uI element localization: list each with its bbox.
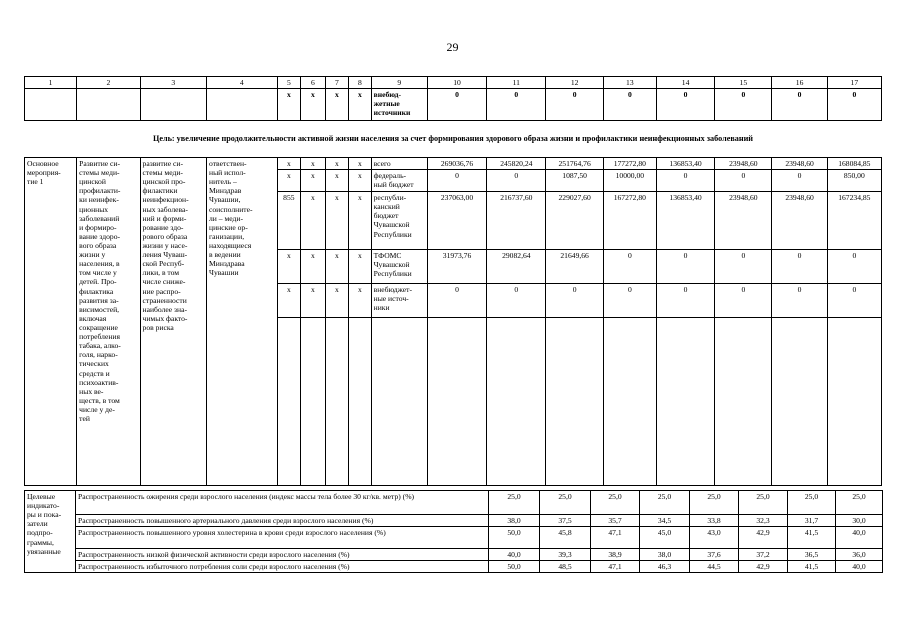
value-cell: 35,7	[591, 515, 640, 527]
indicator-name: Распространенность повышенного уровня холестерина в крови среди взрослого населения (%)	[76, 527, 489, 549]
column-number: 17	[827, 77, 881, 89]
column-number: 5	[277, 77, 301, 89]
value-cell: 42,9	[739, 527, 788, 549]
value-cell: 38,9	[591, 549, 640, 561]
value-cell: 269036,76	[427, 158, 486, 170]
code-cell: х	[301, 170, 326, 192]
indicators-label: Целевые индикато- ры и пока- затели подпро- граммы, увязанные	[25, 491, 76, 573]
value-cell: 0	[546, 284, 603, 318]
code-cell: х	[277, 284, 301, 318]
value-cell: 42,9	[739, 561, 788, 573]
value-cell: 39,3	[540, 549, 591, 561]
value-cell: 0	[656, 284, 714, 318]
code-cell: х	[277, 158, 301, 170]
empty-cell	[546, 318, 603, 486]
code-cell: х	[349, 158, 371, 170]
column-number: 9	[371, 77, 427, 89]
column-number: 4	[207, 77, 278, 89]
value-cell: 229027,60	[546, 192, 603, 250]
value-cell: 0	[827, 89, 881, 121]
value-cell: 0	[487, 170, 546, 192]
value-cell: 136853,40	[656, 158, 714, 170]
value-cell: 0	[603, 89, 656, 121]
column-number: 10	[427, 77, 486, 89]
column-number: 13	[603, 77, 656, 89]
column-number-row	[25, 77, 882, 89]
value-cell: 0	[827, 284, 881, 318]
funding-source: федераль- ный бюджет	[371, 170, 427, 192]
value-cell: 0	[772, 170, 827, 192]
code-cell: х	[277, 170, 301, 192]
value-cell: 177272,80	[603, 158, 656, 170]
column-number: 2	[77, 77, 140, 89]
value-cell: 0	[656, 250, 714, 284]
column-number: 11	[487, 77, 546, 89]
empty-cell	[349, 318, 371, 486]
value-cell: 25,0	[540, 491, 591, 515]
indicator-row	[25, 491, 883, 515]
value-cell: 0	[427, 89, 486, 121]
value-cell: 0	[656, 89, 714, 121]
value-cell: 31,7	[788, 515, 836, 527]
empty-cell	[603, 318, 656, 486]
empty-cell	[77, 89, 140, 121]
value-cell: 47,1	[591, 561, 640, 573]
value-cell: 0	[546, 89, 603, 121]
value-cell: 38,0	[640, 549, 690, 561]
value-cell: 245820,24	[487, 158, 546, 170]
code-cell: х	[325, 250, 349, 284]
value-cell: 25,0	[591, 491, 640, 515]
value-cell: 167272,80	[603, 192, 656, 250]
code-cell: 855	[277, 192, 301, 250]
empty-cell	[325, 318, 349, 486]
value-cell: 38,0	[489, 515, 540, 527]
value-cell: 0	[427, 284, 486, 318]
value-cell: 237063,00	[427, 192, 486, 250]
indicator-row	[25, 561, 883, 573]
value-cell: 36,5	[788, 549, 836, 561]
value-cell: 34,5	[640, 515, 690, 527]
value-cell: 40,0	[836, 561, 883, 573]
value-cell: 216737,60	[487, 192, 546, 250]
value-cell: 0	[715, 89, 772, 121]
table-row	[25, 158, 882, 170]
value-cell: 25,0	[739, 491, 788, 515]
value-cell: 40,0	[836, 527, 883, 549]
x-cell: х	[301, 89, 326, 121]
funding-source: республи- канский бюджет Чувашской Республики	[371, 192, 427, 250]
empty-cell	[25, 89, 77, 121]
column-number: 8	[349, 77, 371, 89]
value-cell: 30,0	[836, 515, 883, 527]
value-cell: 168084,85	[827, 158, 881, 170]
indicators-table	[24, 490, 883, 573]
code-cell: х	[325, 284, 349, 318]
code-cell: х	[277, 250, 301, 284]
value-cell: 37,6	[690, 549, 739, 561]
header-table	[24, 76, 882, 121]
value-cell: 48,5	[540, 561, 591, 573]
indicator-row	[25, 515, 883, 527]
funding-source: ТФОМС Чувашской Республики	[371, 250, 427, 284]
value-cell: 251764,76	[546, 158, 603, 170]
empty-cell	[427, 318, 486, 486]
value-cell: 23948,60	[715, 192, 772, 250]
empty-cell	[207, 89, 278, 121]
offbudget-row	[25, 89, 882, 121]
empty-cell	[371, 318, 427, 486]
responsible-executor: ответствен- ный испол- нитель – Минздрав Чувашии, соисполните- ли – меди- цинские ор- ганизации, находящиеся в ведении Минздрава Чувашии	[207, 158, 278, 486]
empty-cell	[277, 318, 301, 486]
code-cell: х	[325, 192, 349, 250]
empty-cell	[715, 318, 772, 486]
value-cell: 44,5	[690, 561, 739, 573]
indicator-name: Распространенность ожирения среди взрослого населения (индекс массы тела более 30 кг/кв. метр) (%)	[76, 491, 489, 515]
value-cell: 0	[715, 170, 772, 192]
value-cell: 25,0	[690, 491, 739, 515]
value-cell: 0	[715, 250, 772, 284]
value-cell: 37,2	[739, 549, 788, 561]
column-number: 1	[25, 77, 77, 89]
x-cell: х	[325, 89, 349, 121]
empty-cell	[772, 318, 827, 486]
funding-source: внебюд- жетные источники	[371, 89, 427, 121]
value-cell: 0	[827, 250, 881, 284]
value-cell: 10000,00	[603, 170, 656, 192]
value-cell: 33,8	[690, 515, 739, 527]
code-cell: х	[349, 250, 371, 284]
value-cell: 0	[487, 284, 546, 318]
value-cell: 25,0	[489, 491, 540, 515]
value-cell: 47,1	[591, 527, 640, 549]
value-cell: 167234,85	[827, 192, 881, 250]
value-cell: 25,0	[788, 491, 836, 515]
code-cell: х	[349, 192, 371, 250]
column-number: 6	[301, 77, 326, 89]
column-number: 7	[325, 77, 349, 89]
value-cell: 25,0	[836, 491, 883, 515]
value-cell: 0	[427, 170, 486, 192]
code-cell: х	[325, 158, 349, 170]
value-cell: 23948,60	[715, 158, 772, 170]
indicator-row	[25, 527, 883, 549]
empty-cell	[301, 318, 326, 486]
value-cell: 0	[772, 284, 827, 318]
value-cell: 45,0	[640, 527, 690, 549]
value-cell: 41,5	[788, 561, 836, 573]
code-cell: х	[301, 192, 326, 250]
value-cell: 43,0	[690, 527, 739, 549]
x-cell: х	[349, 89, 371, 121]
value-cell: 50,0	[489, 527, 540, 549]
indicator-row	[25, 549, 883, 561]
code-cell: х	[349, 284, 371, 318]
value-cell: 36,0	[836, 549, 883, 561]
value-cell: 29082,64	[487, 250, 546, 284]
value-cell: 31973,76	[427, 250, 486, 284]
activity-name: Развитие си- стемы меди- цинской профилакти- ки неинфек- ционных заболеваний и формиро- вание здоро- вого образа жизни у населения, в том числе у детей. Про- филактика развития за- висимостей, включая сокращение потребления табака, алко- голя, нарко- тических средств и психоактив- ных ве- ществ, в том числе у де- тей	[77, 158, 140, 486]
value-cell: 0	[715, 284, 772, 318]
code-cell: х	[301, 284, 326, 318]
column-number: 3	[140, 77, 206, 89]
empty-cell	[140, 89, 206, 121]
value-cell: 37,5	[540, 515, 591, 527]
code-cell: х	[325, 170, 349, 192]
column-number: 15	[715, 77, 772, 89]
value-cell: 0	[603, 284, 656, 318]
value-cell: 0	[772, 89, 827, 121]
value-cell: 23948,60	[772, 158, 827, 170]
value-cell: 40,0	[489, 549, 540, 561]
column-number: 16	[772, 77, 827, 89]
empty-cell	[656, 318, 714, 486]
goal-heading: Цель: увеличение продолжительности активной жизни населения за счет формирования здорового образа жизни и профилактики неинфекционных заболеваний	[152, 134, 754, 143]
funding-source: всего	[371, 158, 427, 170]
x-cell: х	[277, 89, 301, 121]
value-cell: 0	[603, 250, 656, 284]
value-cell: 850,00	[827, 170, 881, 192]
value-cell: 0	[487, 89, 546, 121]
value-cell: 50,0	[489, 561, 540, 573]
value-cell: 25,0	[640, 491, 690, 515]
value-cell: 41,5	[788, 527, 836, 549]
value-cell: 21649,66	[546, 250, 603, 284]
value-cell: 45,8	[540, 527, 591, 549]
code-cell: х	[301, 158, 326, 170]
indicator-name: Распространенность повышенного артериального давления среди взрослого населения (%)	[76, 515, 489, 527]
empty-cell	[827, 318, 881, 486]
empty-cell	[487, 318, 546, 486]
column-number: 12	[546, 77, 603, 89]
value-cell: 0	[772, 250, 827, 284]
indicator-name: Распространенность избыточного потребления соли среди взрослого населения (%)	[76, 561, 489, 573]
activity-table	[24, 157, 882, 486]
activity-task: развитие си- стемы меди- цинской про- филактики неинфекцион- ных заболева- ний и форми- рование здо- рового образа жизни у насе- ления Чуваш- ской Респуб- лики, в том числе сниже- ние распро- страненности наиболее зна- чимых факто- ров риска	[140, 158, 206, 486]
activity-number: Основное мероприя- тие 1	[25, 158, 77, 486]
value-cell: 46,3	[640, 561, 690, 573]
value-cell: 0	[656, 170, 714, 192]
value-cell: 23948,60	[772, 192, 827, 250]
column-number: 14	[656, 77, 714, 89]
funding-source: внебюджет- ные источ- ники	[371, 284, 427, 318]
page-number: 29	[446, 40, 459, 54]
code-cell: х	[301, 250, 326, 284]
value-cell: 1087,50	[546, 170, 603, 192]
code-cell: х	[349, 170, 371, 192]
value-cell: 32,3	[739, 515, 788, 527]
indicator-name: Распространенность низкой физической активности среди взрослого населения (%)	[76, 549, 489, 561]
value-cell: 136853,40	[656, 192, 714, 250]
